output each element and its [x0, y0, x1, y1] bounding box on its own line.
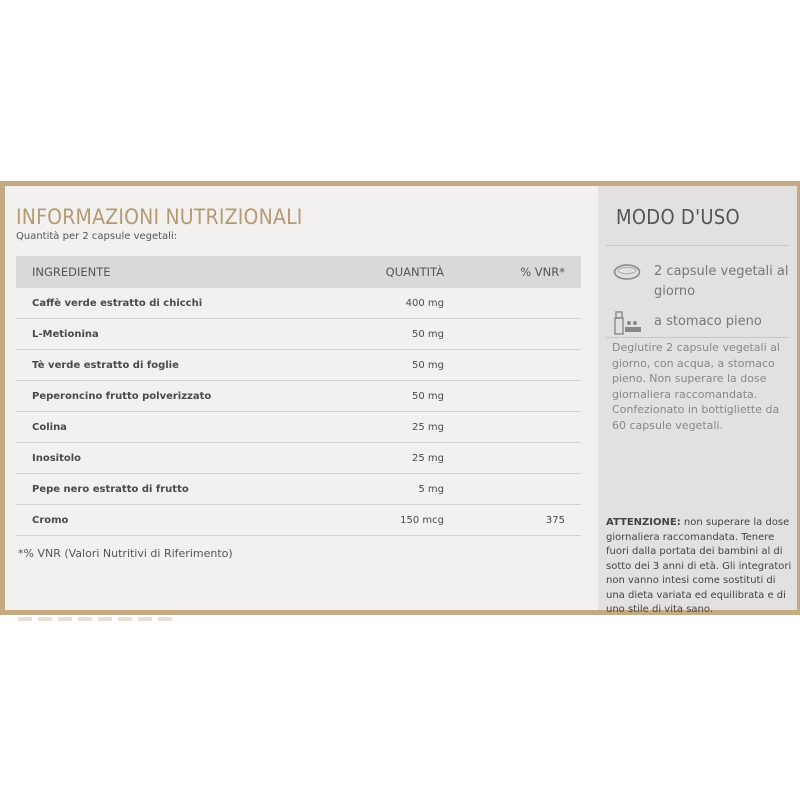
- faded-text-strip: [18, 617, 178, 621]
- usage-title: MODO D'USO: [616, 205, 740, 229]
- divider: [606, 245, 789, 246]
- warning-label: ATTENZIONE:: [606, 517, 681, 528]
- ingredient-name: Caffè verde estratto di chicchi: [32, 298, 203, 309]
- usage-description: Deglutire 2 capsule vegetali al giorno, con acqua, a stomaco pieno. Non superare la dose giornaliera raccomandata. Confezionato in bottigliette da 60 capsule vegetali.: [612, 341, 780, 432]
- ingredient-qty: 400 mg: [405, 298, 444, 309]
- nutrition-section: [5, 186, 598, 610]
- ingredient-qty: 25 mg: [412, 422, 444, 433]
- ingredient-qty: 150 mcg: [400, 515, 444, 526]
- table-row: [16, 288, 581, 319]
- table-row: [16, 443, 581, 474]
- header-ingredient: INGREDIENTE: [32, 265, 111, 279]
- capsule-icon: [613, 263, 641, 281]
- table-row: [16, 505, 581, 536]
- ingredient-name: Peperoncino frutto polverizzato: [32, 391, 212, 402]
- table-row: [16, 319, 581, 350]
- table-row: [16, 381, 581, 412]
- nutrition-subtitle: Quantità per 2 capsule vegetali:: [16, 231, 178, 242]
- warning-text: [606, 516, 796, 618]
- vnr-footnote: *% VNR (Valori Nutritivi di Riferimento): [18, 547, 233, 560]
- nutrition-table: [16, 256, 581, 536]
- ingredient-name: L-Metionina: [32, 329, 99, 340]
- table-header: [16, 256, 581, 288]
- ingredient-name: Colina: [32, 422, 67, 433]
- ingredient-name: Inositolo: [32, 453, 82, 464]
- table-row: [16, 350, 581, 381]
- usage-item-dose: 2 capsule vegetali al giorno: [654, 264, 789, 299]
- ingredient-qty: 25 mg: [412, 453, 444, 464]
- ingredient-name: Cromo: [32, 515, 69, 526]
- table-row: [16, 474, 581, 505]
- header-vnr: % VNR*: [520, 265, 565, 279]
- usage-section: [598, 186, 797, 615]
- usage-item-meal: a stomaco pieno: [654, 314, 762, 329]
- ingredient-qty: 50 mg: [412, 329, 444, 340]
- table-row: [16, 412, 581, 443]
- ingredient-name: Pepe nero estratto di frutto: [32, 484, 189, 495]
- divider: [606, 337, 789, 338]
- ingredient-vnr: 375: [545, 515, 565, 526]
- warning-body: non superare la dose giornaliera raccomandata. Tenere fuori dalla portata dei bambini al di sotto dei 3 anni di età. Gli integratori non vanno intesi come sostituti di una dieta variata ed equilibrata e di uno stile di vita sano.: [606, 517, 792, 615]
- meal-icon: [613, 310, 643, 336]
- ingredient-qty: 50 mg: [412, 360, 444, 371]
- header-quantity: QUANTITÀ: [385, 265, 444, 279]
- ingredient-qty: 5 mg: [418, 484, 444, 495]
- info-panel: [0, 181, 800, 615]
- nutrition-title: INFORMAZIONI NUTRIZIONALI: [16, 205, 303, 229]
- ingredient-qty: 50 mg: [412, 391, 444, 402]
- ingredient-name: Tè verde estratto di foglie: [32, 360, 179, 371]
